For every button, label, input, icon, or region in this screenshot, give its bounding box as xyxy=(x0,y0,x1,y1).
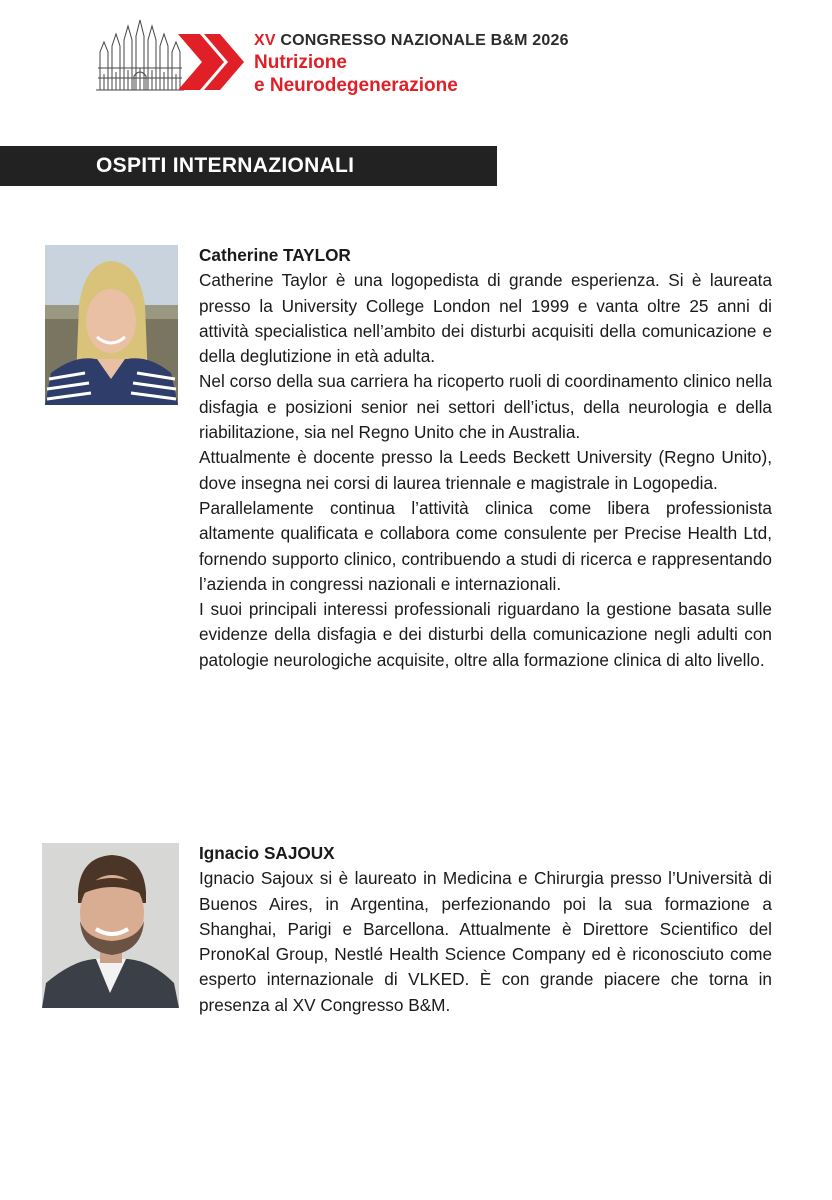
congress-topic-line2: e Neurodegenerazione xyxy=(254,75,458,96)
congress-title xyxy=(254,32,569,50)
guest-photo-ignacio-sajoux xyxy=(42,843,179,1008)
bio-paragraph: Parallelamente continua l’attività clinica come libera professionista altamente qualificata e collabora come consulente per Precise Health Ltd, fornendo supporto clinico, contribuendo a studi di ricerca e rappresentando l’azienda in congressi nazionali e internazionali. xyxy=(199,497,772,594)
bio-paragraph: Catherine Taylor è una logopedista di grande esperienza. Si è laureata presso la University College London nel 1999 e vanta oltre 25 anni di attività specialistica nell’ambito dei disturbi acquisiti della comunicazione e della deglutizione in età adulta. xyxy=(199,270,772,367)
section-banner xyxy=(0,146,497,186)
congress-name: CONGRESSO NAZIONALE B&M 2026 xyxy=(275,32,569,49)
cathedral-chevrons-logo xyxy=(96,18,246,94)
bio-paragraph: Nel corso della sua carriera ha ricoperto ruoli di coordinamento clinico nella disfagia e posizioni senior nei settori dell’ictus, della neurologia e della riabilitazione, sia nel Regno Unito che in Australia. xyxy=(199,371,772,443)
congress-topic-line1: Nutrizione xyxy=(254,52,347,73)
bio-paragraph: Ignacio Sajoux si è laureato in Medicina e Chirurgia presso l’Università di Buenos Aires, in Argentina, perfezionando poi la sua formazione a Shanghai, Parigi e Barcellona. Attualmente è Direttore Scientifico del PronoKal Group, Nestlé Health Science Company ed è riconosciuto come esperto internazionale di VLKED. È con grande piacere che torna in presenza al XV Congresso B&M. xyxy=(199,868,772,1015)
guest-bio-ignacio-sajoux xyxy=(199,841,772,1018)
page-header xyxy=(96,18,656,98)
guest-photo-catherine-taylor xyxy=(45,245,178,405)
bio-paragraph: Attualmente è docente presso la Leeds Beckett University (Regno Unito), dove insegna nei corsi di laurea triennale e magistrale in Logopedia. xyxy=(199,447,772,493)
congress-title-block xyxy=(254,32,569,96)
guest-name: Ignacio SAJOUX xyxy=(199,843,335,863)
guest-name: Catherine TAYLOR xyxy=(199,245,351,265)
section-title: OSPITI INTERNAZIONALI xyxy=(96,154,355,177)
bio-paragraph: I suoi principali interessi professionali riguardano la gestione basata sulle evidenze della disfagia e dei disturbi della comunicazione negli adulti con patologie neurologiche acquisite, oltre alla formazione clinica di alto livello. xyxy=(199,599,772,670)
congress-edition: XV xyxy=(254,32,276,49)
guest-bio-catherine-taylor xyxy=(199,243,772,673)
